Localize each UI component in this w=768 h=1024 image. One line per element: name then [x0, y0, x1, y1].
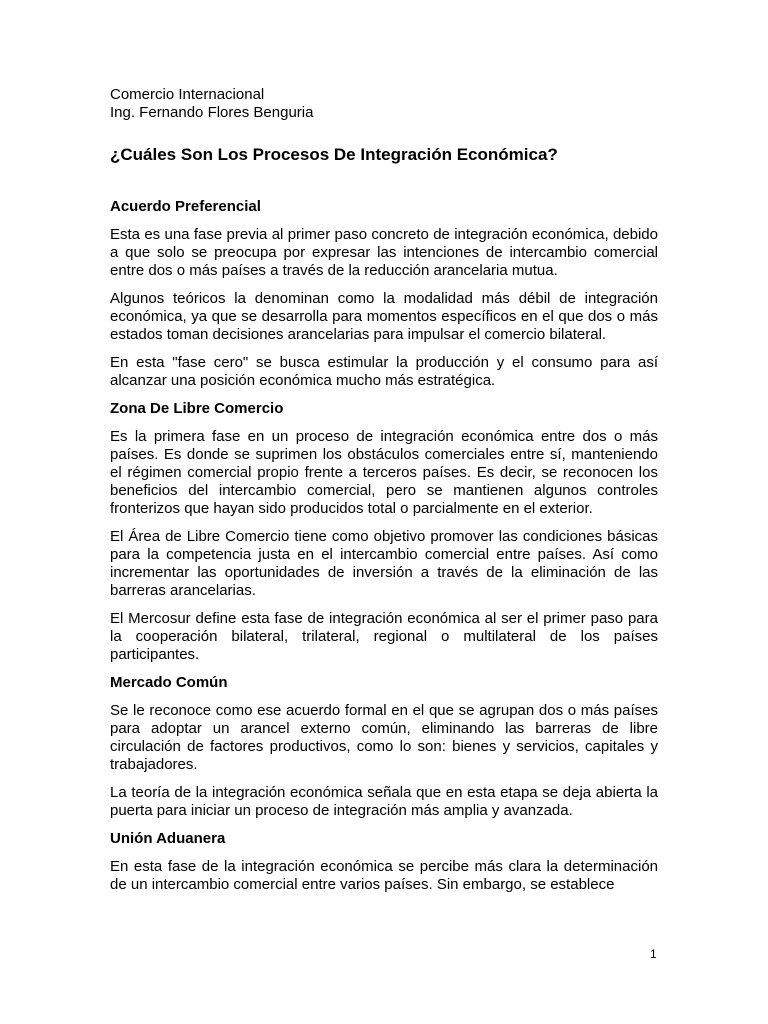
- page-number: 1: [650, 947, 657, 961]
- document-title: ¿Cuáles Son Los Procesos De Integración Económica?: [110, 145, 558, 164]
- section-zona-libre-comercio: [110, 400, 658, 664]
- course-name: Comercio Internacional: [110, 86, 265, 103]
- section-union-aduanera: [110, 830, 658, 894]
- section-acuerdo-preferencial: [110, 198, 658, 390]
- section-heading: Zona De Libre Comercio: [110, 400, 284, 417]
- document-page: [110, 86, 658, 904]
- paragraph: En esta fase de la integración económica se percibe más clara la determinación de un intercambio comercial entre varios países. Sin embargo, se establece: [110, 858, 658, 893]
- author-name: Ing. Fernando Flores Benguria: [110, 104, 314, 121]
- paragraph: Algunos teóricos la denominan como la modalidad más débil de integración económica, ya que se desarrolla para momentos específicos en el que dos o más estados toman decisiones arancelarias para impulsar el comercio bilateral.: [110, 290, 658, 343]
- paragraph: Es la primera fase en un proceso de integración económica entre dos o más países. Es donde se suprimen los obstáculos comerciales entre sí, manteniendo el régimen comercial propio frente a terceros países. Es decir, se reconocen los beneficios del intercambio comercial, pero se mantienen algunos controles fronterizos que hayan sido producidos total o parcialmente en el exterior.: [110, 428, 658, 517]
- paragraph: Esta es una fase previa al primer paso concreto de integración económica, debido a que solo se preocupa por expresar las intenciones de intercambio comercial entre dos o más países a través de la reducción arancelaria mutua.: [110, 226, 658, 279]
- paragraph: Se le reconoce como ese acuerdo formal en el que se agrupan dos o más países para adoptar un arancel externo común, eliminando las barreras de libre circulación de factores productivos, como lo son: bienes y servicios, capitales y trabajadores.: [110, 702, 658, 773]
- paragraph: El Área de Libre Comercio tiene como objetivo promover las condiciones básicas para la competencia justa en el intercambio comercial entre países. Así como incrementar las oportunidades de inversión a través de la eliminación de las barreras arancelarias.: [110, 528, 658, 599]
- section-mercado-comun: [110, 674, 658, 820]
- paragraph: En esta "fase cero" se busca estimular la producción y el consumo para así alcanzar una posición económica mucho más estratégica.: [110, 354, 658, 389]
- paragraph: El Mercosur define esta fase de integración económica al ser el primer paso para la cooperación bilateral, trilateral, regional o multilateral de los países participantes.: [110, 610, 658, 663]
- section-heading: Mercado Común: [110, 674, 228, 691]
- section-heading: Unión Aduanera: [110, 830, 226, 847]
- section-heading: Acuerdo Preferencial: [110, 198, 261, 215]
- paragraph: La teoría de la integración económica señala que en esta etapa se deja abierta la puerta para iniciar un proceso de integración más amplia y avanzada.: [110, 784, 658, 819]
